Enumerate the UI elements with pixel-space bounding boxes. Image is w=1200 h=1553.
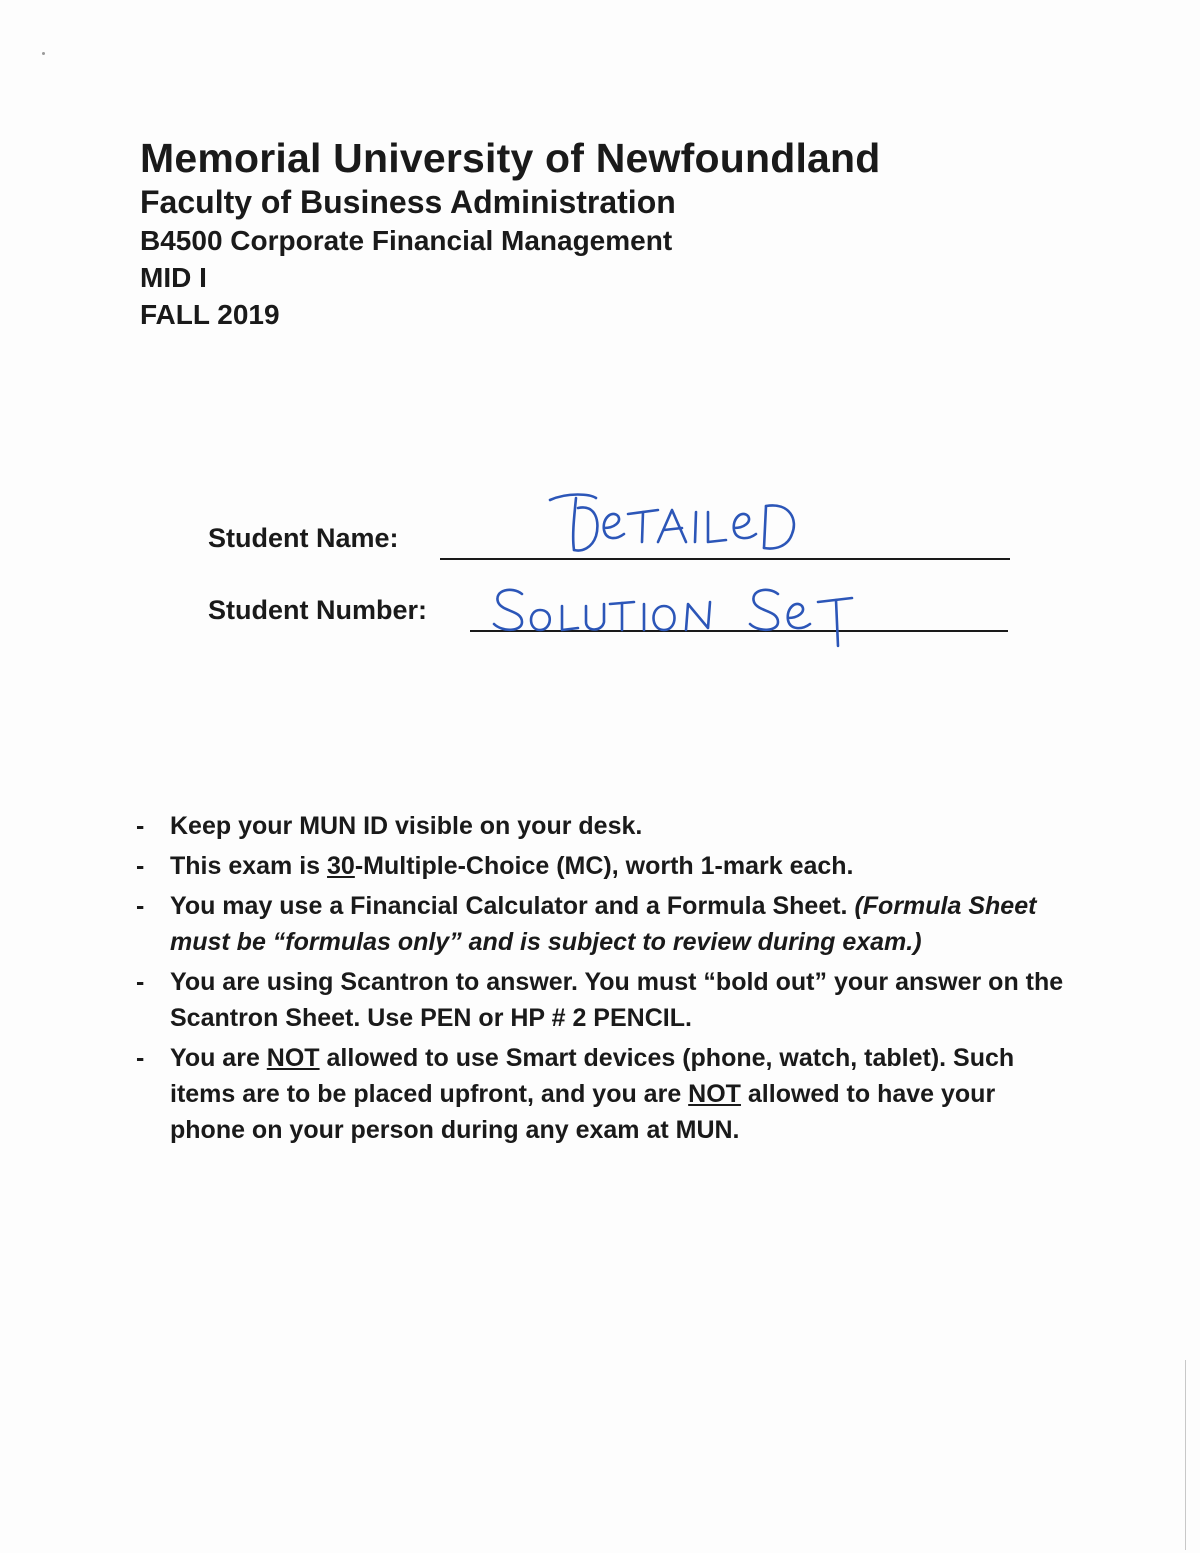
instruction-item	[136, 888, 1066, 960]
exam-instructions	[136, 808, 1066, 1152]
student-number-handwriting	[488, 580, 908, 632]
instruction-text: allowed to use Smart devices (phone, watch, tablet). Such items are to be placed upfront, and you are	[170, 1044, 1015, 1108]
bullet-dash: -	[136, 892, 145, 920]
emphasis-not: NOT	[266, 1044, 320, 1072]
student-number-field	[208, 572, 1018, 632]
instruction-note: (Formula Sheet must be “formulas only” and is subject to review during exam.)	[170, 892, 1037, 956]
question-count: 30	[327, 852, 355, 880]
university-name: Memorial University of Newfoundland	[140, 135, 881, 181]
scan-speck	[42, 52, 45, 55]
instruction-text: You are	[170, 1044, 267, 1072]
instruction-item	[136, 808, 1066, 844]
exam-header	[140, 134, 1040, 333]
student-name-label: Student Name:	[208, 523, 399, 553]
bullet-dash: -	[136, 1044, 145, 1072]
instruction-text: -Multiple-Choice (MC), worth 1-mark each.	[354, 852, 854, 880]
instruction-item	[136, 964, 1066, 1036]
bullet-dash: -	[136, 812, 145, 840]
instruction-item	[136, 1040, 1066, 1148]
instruction-text: allowed to have your phone on your person during any exam at MUN.	[170, 1080, 996, 1144]
instruction-text: Keep your MUN ID visible on your desk.	[170, 812, 643, 840]
faculty-name: Faculty of Business Administration	[140, 184, 676, 220]
instruction-text: You are using Scantron to answer. You must “bold out” your answer on the Scantron Sheet. Use PEN or HP # 2 PENCIL.	[170, 968, 1064, 1032]
bullet-dash: -	[136, 968, 145, 996]
student-name-handwriting	[538, 488, 828, 560]
course-title: B4500 Corporate Financial Management	[140, 225, 673, 256]
exam-title: MID I	[140, 262, 207, 293]
student-number-label: Student Number:	[208, 595, 427, 625]
instruction-item	[136, 848, 1066, 884]
exam-term: FALL 2019	[140, 299, 280, 330]
bullet-dash: -	[136, 852, 145, 880]
emphasis-not: NOT	[688, 1080, 741, 1108]
student-name-field	[208, 500, 1018, 560]
instruction-text: This exam is	[170, 852, 328, 880]
instruction-text: You may use a Financial Calculator and a Formula Sheet.	[170, 892, 855, 920]
scan-edge-line	[1185, 1360, 1186, 1550]
